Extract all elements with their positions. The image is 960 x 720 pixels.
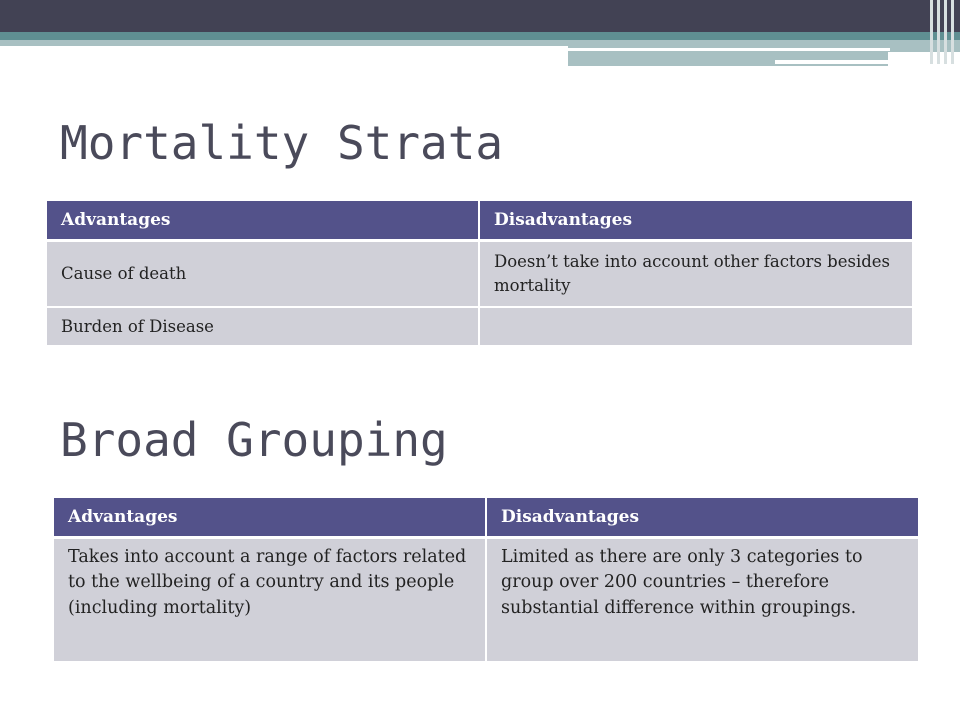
table-cell: Doesn’t take into account other factors besides mortality	[479, 241, 912, 307]
broad-grouping-table	[54, 498, 918, 663]
header-vertical-line	[937, 0, 940, 64]
header-advantages: Advantages	[47, 201, 479, 241]
header-vertical-line	[944, 0, 947, 64]
table-cell: Cause of death	[47, 241, 479, 307]
header-line	[775, 60, 890, 64]
table-header-row	[54, 498, 918, 538]
header-line	[560, 48, 890, 51]
header-advantages: Advantages	[54, 498, 486, 538]
header-disadvantages: Disadvantages	[479, 201, 912, 241]
table-cell: Takes into account a range of factors related to the wellbeing of a country and its people (including mortality)	[54, 538, 486, 662]
header-disadvantages: Disadvantages	[486, 498, 918, 538]
table-row	[54, 538, 918, 662]
header-vertical-line	[951, 0, 954, 64]
header-stripe	[0, 40, 568, 46]
table-row	[47, 241, 912, 307]
table-cell: Burden of Disease	[47, 307, 479, 347]
section-title-broad-grouping: Broad Grouping	[60, 413, 448, 467]
table-cell	[479, 307, 912, 347]
header-bar	[0, 0, 960, 32]
header-vertical-line	[930, 0, 933, 64]
table-cell: Limited as there are only 3 categories to group over 200 countries – therefore substantial difference within groupings.	[486, 538, 918, 662]
section-title-mortality-strata: Mortality Strata	[60, 116, 504, 170]
table-row	[47, 307, 912, 347]
mortality-strata-table	[47, 201, 912, 347]
table-header-row	[47, 201, 912, 241]
header-accent-bar	[0, 32, 960, 40]
